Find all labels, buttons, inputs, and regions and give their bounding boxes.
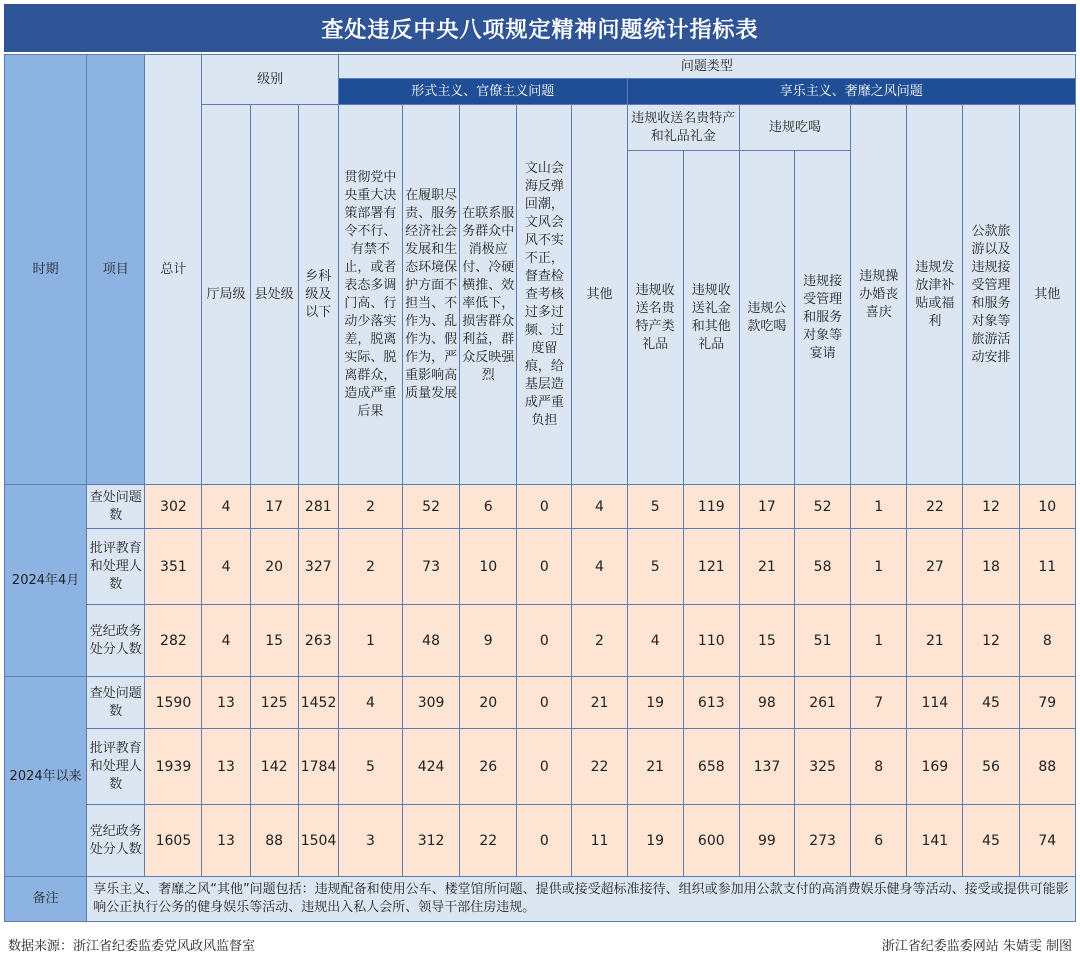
cell: 17 (250, 485, 298, 529)
cell: 12 (963, 605, 1019, 677)
header-formalism-other: 其他 (572, 105, 627, 485)
cell: 125 (250, 677, 298, 729)
cell: 74 (1019, 805, 1075, 877)
cell: 88 (250, 805, 298, 877)
cell: 22 (460, 805, 517, 877)
cell: 19 (627, 805, 683, 877)
data-source: 数据来源：浙江省纪委监委党风政风监督室 (8, 938, 256, 954)
cell: 1590 (145, 677, 202, 729)
cell: 58 (795, 529, 851, 605)
page-title: 查处违反中央八项规定精神问题统计指标表 (4, 4, 1076, 52)
header-gift-group: 违规收送名贵特产和礼品礼金 (627, 105, 739, 151)
header-travel: 公款旅游以及违规接受管理和服务对象等旅游活动安排 (963, 105, 1019, 485)
cell: 22 (572, 729, 627, 805)
cell: 309 (403, 677, 460, 729)
cell: 2 (338, 485, 402, 529)
header-wedding-funeral: 违规操办婚丧喜庆 (851, 105, 907, 485)
cell: 7 (851, 677, 907, 729)
cell: 5 (627, 485, 683, 529)
cell: 0 (517, 529, 572, 605)
table-row (5, 677, 1076, 729)
cell: 0 (517, 805, 572, 877)
header-hedonism-other: 其他 (1019, 105, 1075, 485)
cell: 8 (1019, 605, 1075, 677)
header-level-bureau: 厅局级 (202, 105, 250, 485)
cell: 88 (1019, 729, 1075, 805)
cell: 1 (851, 485, 907, 529)
note-text: 享乐主义、奢靡之风“其他”问题包括：违规配备和使用公车、楼堂馆所问题、提供或接受超标准接待、组织或参加用公款支付的高消费娱乐健身等活动、接受或提供可能影响公正执行公务的健身娱乐等活动、违规出入私人会所、领导干部住房违规。 (87, 877, 1076, 922)
cell: 10 (460, 529, 517, 605)
cell: 2 (572, 605, 627, 677)
cell: 12 (963, 485, 1019, 529)
period-label: 2024年4月 (5, 485, 87, 677)
header-formalism-2: 在履职尽责、服务经济社会发展和生态环境保护方面不担当、不作为、乱作为、假作为，严重影响高质量发展 (403, 105, 460, 485)
cell: 121 (683, 529, 739, 605)
cell: 79 (1019, 677, 1075, 729)
cell: 613 (683, 677, 739, 729)
cell: 26 (460, 729, 517, 805)
cell: 169 (907, 729, 963, 805)
header-formalism-3: 在联系服务群众中消极应付、冷硬横推、效率低下，损害群众利益，群众反映强烈 (460, 105, 517, 485)
header-hedonism-group: 享乐主义、奢靡之风问题 (627, 79, 1075, 105)
cell: 1 (851, 529, 907, 605)
header-level-county: 县处级 (250, 105, 298, 485)
header-item: 项目 (87, 55, 145, 485)
cell: 4 (627, 605, 683, 677)
cell: 110 (683, 605, 739, 677)
cell: 327 (298, 529, 338, 605)
cell: 424 (403, 729, 460, 805)
header-formalism-4: 文山会海反弹回潮，文风会风不实不正，督查检查考核过多过频、过度留痕，给基层造成严重负担 (517, 105, 572, 485)
cell: 312 (403, 805, 460, 877)
cell: 52 (795, 485, 851, 529)
footer (4, 934, 1076, 954)
cell: 6 (851, 805, 907, 877)
cell: 114 (907, 677, 963, 729)
cell: 1452 (298, 677, 338, 729)
header-problem-type: 问题类型 (338, 55, 1075, 79)
cell: 1939 (145, 729, 202, 805)
header-formalism-1: 贯彻党中央重大决策部署有令不行、有禁不止，或者表态多调门高、行动少落实差，脱离实际、脱离群众，造成严重后果 (338, 105, 402, 485)
header-total: 总计 (145, 55, 202, 485)
cell: 13 (202, 805, 250, 877)
note-label: 备注 (5, 877, 87, 922)
row-item: 批评教育和处理人数 (87, 729, 145, 805)
cell: 21 (907, 605, 963, 677)
cell: 13 (202, 677, 250, 729)
table-row (5, 729, 1076, 805)
cell: 51 (795, 605, 851, 677)
cell: 13 (202, 729, 250, 805)
cell: 56 (963, 729, 1019, 805)
cell: 1605 (145, 805, 202, 877)
cell: 5 (627, 529, 683, 605)
cell: 8 (851, 729, 907, 805)
row-item: 查处问题数 (87, 485, 145, 529)
cell: 21 (739, 529, 794, 605)
cell: 18 (963, 529, 1019, 605)
row-item: 查处问题数 (87, 677, 145, 729)
row-item: 党纪政务处分人数 (87, 605, 145, 677)
cell: 6 (460, 485, 517, 529)
cell: 4 (338, 677, 402, 729)
cell: 11 (1019, 529, 1075, 605)
cell: 281 (298, 485, 338, 529)
header-dining-group: 违规吃喝 (739, 105, 850, 151)
cell: 52 (403, 485, 460, 529)
cell: 325 (795, 729, 851, 805)
cell: 11 (572, 805, 627, 877)
cell: 15 (739, 605, 794, 677)
cell: 17 (739, 485, 794, 529)
header-formalism-group: 形式主义、官僚主义问题 (338, 79, 627, 105)
cell: 282 (145, 605, 202, 677)
header-period: 时期 (5, 55, 87, 485)
cell: 48 (403, 605, 460, 677)
cell: 19 (627, 677, 683, 729)
cell: 600 (683, 805, 739, 877)
credit: 浙江省纪委监委网站 朱婧雯 制图 (881, 938, 1072, 954)
cell: 21 (627, 729, 683, 805)
cell: 141 (907, 805, 963, 877)
cell: 21 (572, 677, 627, 729)
statistics-sheet (4, 4, 1076, 953)
table-row (5, 485, 1076, 529)
cell: 302 (145, 485, 202, 529)
period-label: 2024年以来 (5, 677, 87, 877)
table-row (5, 805, 1076, 877)
cell: 4 (572, 529, 627, 605)
header-gift-money: 违规收送礼金和其他礼品 (683, 151, 739, 485)
table-row (5, 529, 1076, 605)
cell: 4 (572, 485, 627, 529)
cell: 142 (250, 729, 298, 805)
cell: 0 (517, 729, 572, 805)
header-level: 级别 (202, 55, 338, 105)
cell: 1504 (298, 805, 338, 877)
cell: 4 (202, 529, 250, 605)
cell: 45 (963, 805, 1019, 877)
cell: 22 (907, 485, 963, 529)
cell: 10 (1019, 485, 1075, 529)
cell: 0 (517, 677, 572, 729)
table-row (5, 605, 1076, 677)
cell: 1 (338, 605, 402, 677)
cell: 9 (460, 605, 517, 677)
cell: 27 (907, 529, 963, 605)
cell: 263 (298, 605, 338, 677)
cell: 261 (795, 677, 851, 729)
cell: 99 (739, 805, 794, 877)
cell: 273 (795, 805, 851, 877)
cell: 45 (963, 677, 1019, 729)
cell: 15 (250, 605, 298, 677)
cell: 4 (202, 485, 250, 529)
cell: 0 (517, 485, 572, 529)
row-item: 党纪政务处分人数 (87, 805, 145, 877)
header-level-township: 乡科级及以下 (298, 105, 338, 485)
cell: 351 (145, 529, 202, 605)
cell: 0 (517, 605, 572, 677)
cell: 137 (739, 729, 794, 805)
header-subsidy: 违规发放津补贴或福利 (907, 105, 963, 485)
cell: 20 (460, 677, 517, 729)
header-dining-banquet: 违规接受管理和服务对象等宴请 (795, 151, 851, 485)
cell: 1784 (298, 729, 338, 805)
header-gift-specialty: 违规收送名贵特产类礼品 (627, 151, 683, 485)
cell: 73 (403, 529, 460, 605)
header-dining-public: 违规公款吃喝 (739, 151, 794, 485)
cell: 2 (338, 529, 402, 605)
cell: 1 (851, 605, 907, 677)
cell: 3 (338, 805, 402, 877)
cell: 119 (683, 485, 739, 529)
cell: 4 (202, 605, 250, 677)
cell: 98 (739, 677, 794, 729)
cell: 5 (338, 729, 402, 805)
row-item: 批评教育和处理人数 (87, 529, 145, 605)
cell: 20 (250, 529, 298, 605)
stats-table (4, 54, 1076, 922)
cell: 658 (683, 729, 739, 805)
